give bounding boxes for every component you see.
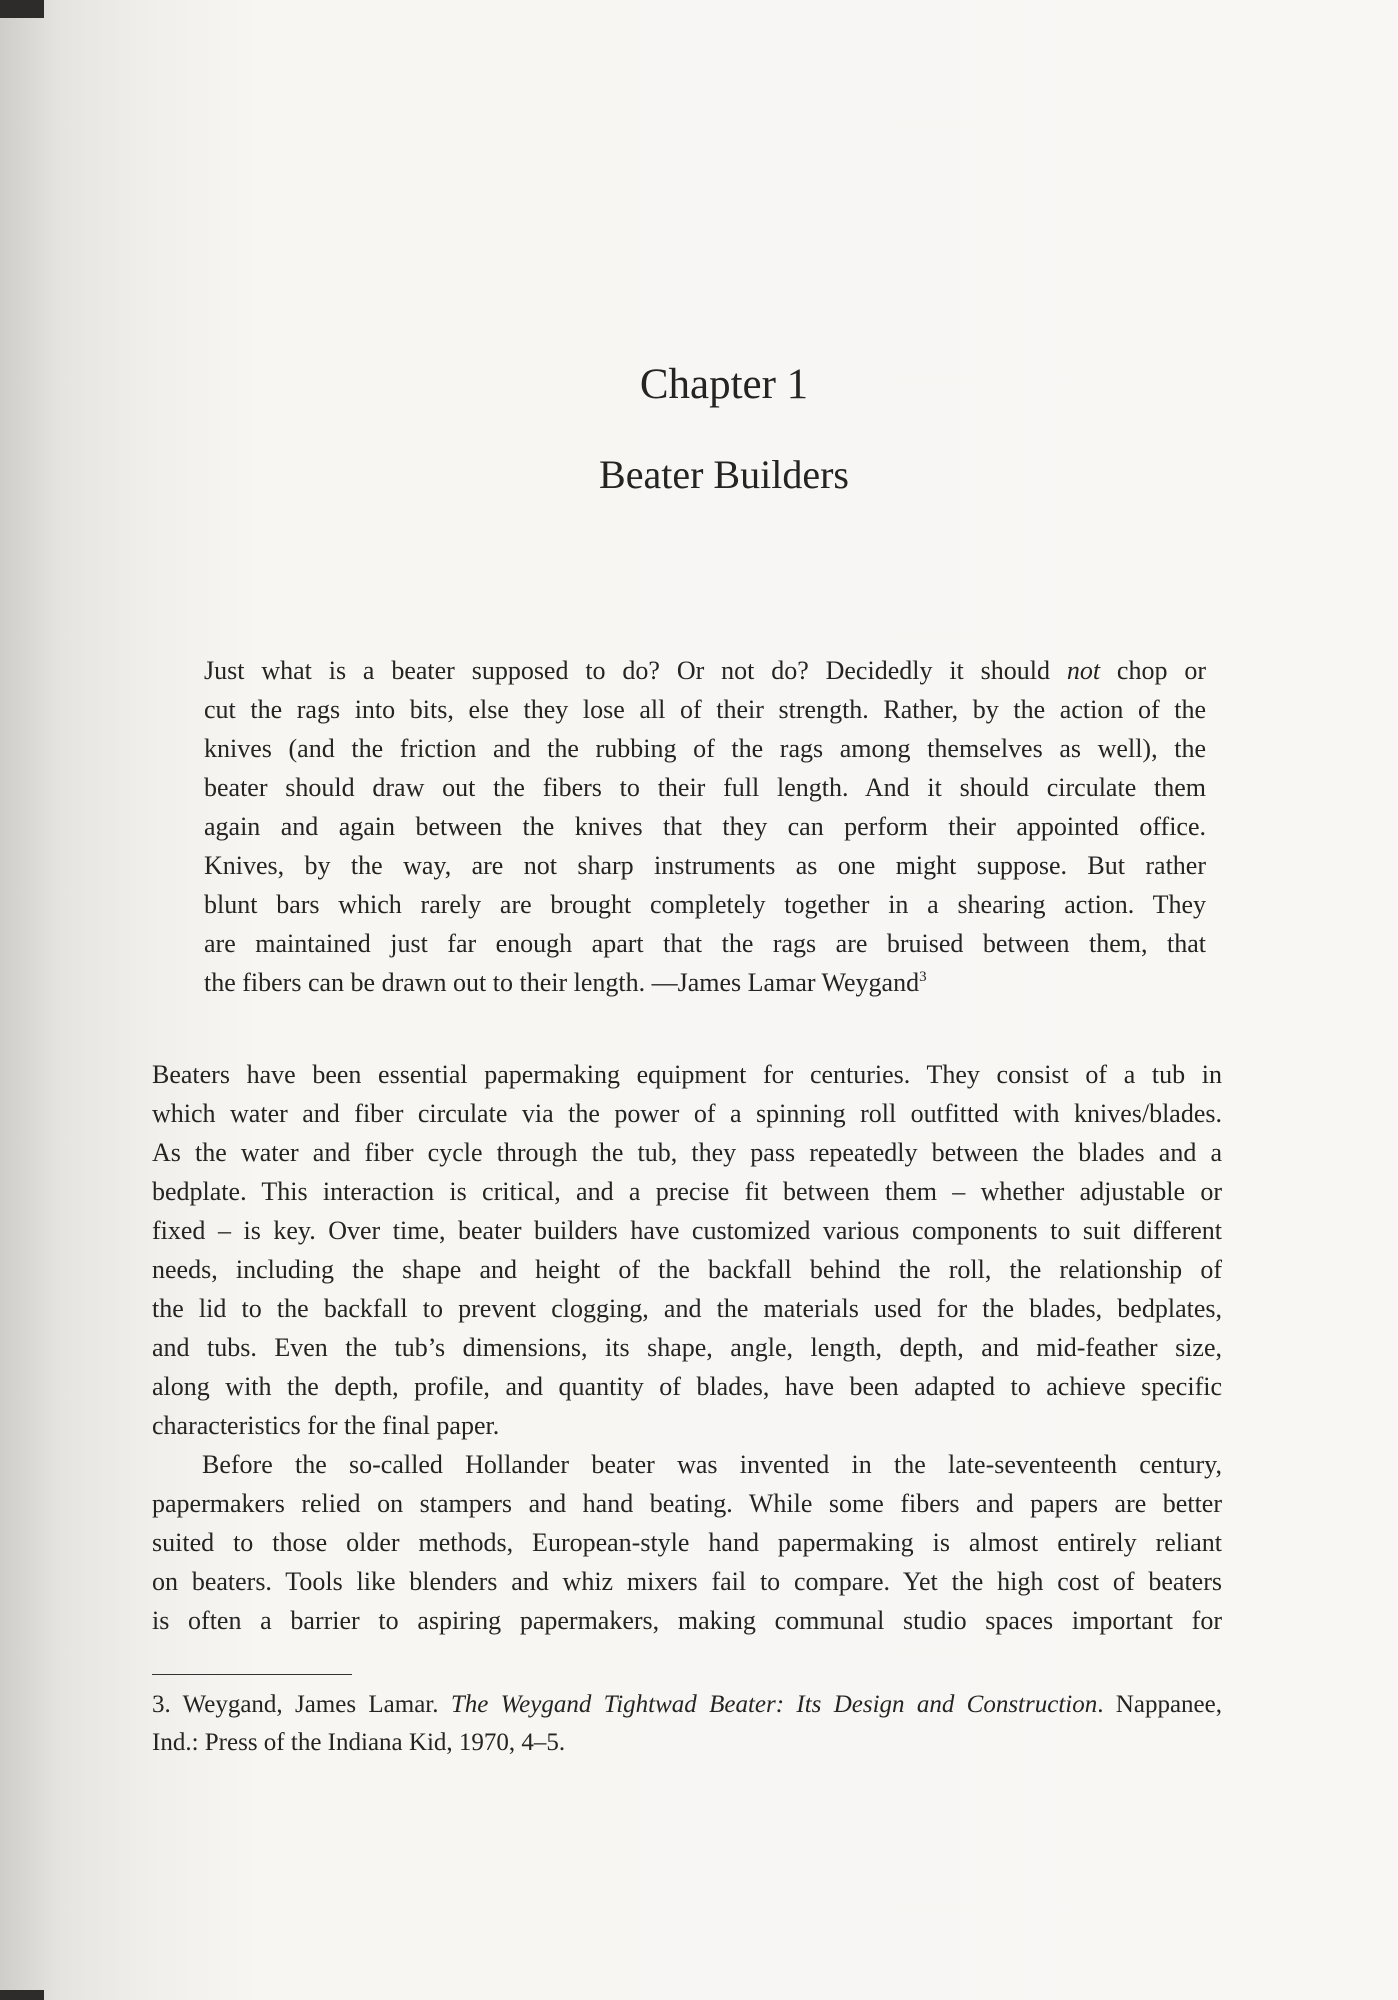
scan-edge-top	[0, 0, 44, 18]
paragraph-line: is often a barrier to aspiring papermakers, making communal studio spaces important for	[152, 1606, 1222, 1635]
epigraph	[204, 651, 1206, 1002]
paragraph-line: and tubs. Even the tub’s dimensions, its shape, angle, length, depth, and mid-feather size,	[152, 1333, 1222, 1362]
paragraph-2	[152, 1445, 1222, 1640]
chapter-number	[0, 355, 1398, 415]
paragraph-line: needs, including the shape and height of the backfall behind the roll, the relationship of	[152, 1255, 1222, 1284]
paragraph-line: on beaters. Tools like blenders and whiz mixers fail to compare. Yet the high cost of beaters	[152, 1567, 1222, 1596]
paragraph-line: Before the so-called Hollander beater was invented in the late-seventeenth century,	[202, 1450, 1222, 1479]
epigraph-line: knives (and the friction and the rubbing of the rags among themselves as well), the	[204, 734, 1206, 763]
paragraph-line: fixed – is key. Over time, beater builders have customized various components to suit different	[152, 1216, 1222, 1245]
epigraph-line: Just what is a beater supposed to do? Or not do? Decidedly it should not chop or	[204, 656, 1206, 685]
paragraph-line: Beaters have been essential papermaking equipment for centuries. They consist of a tub in	[152, 1060, 1222, 1089]
paragraph-line: characteristics for the final paper.	[152, 1411, 500, 1440]
footnotes	[152, 1686, 1222, 1762]
paragraph-line: suited to those older methods, European-style hand papermaking is almost entirely reliant	[152, 1528, 1222, 1557]
epigraph-line: are maintained just far enough apart that the rags are bruised between them, that	[204, 929, 1206, 958]
footnote-author: Weygand, James Lamar.	[182, 1691, 451, 1718]
chapter-title-text: Beater Builders	[599, 452, 849, 497]
chapter-number-text: Chapter 1	[639, 361, 809, 408]
epigraph-line: Knives, by the way, are not sharp instruments as one might suppose. But rather	[204, 851, 1206, 880]
paragraph-line: bedplate. This interaction is critical, and a precise fit between them – whether adjustable or	[152, 1177, 1222, 1206]
epigraph-line: beater should draw out the fibers to their full length. And it should circulate them	[204, 773, 1206, 802]
paragraph-line: which water and fiber circulate via the power of a spinning roll outfitted with knives/blades.	[152, 1099, 1222, 1128]
paragraph-line: along with the depth, profile, and quantity of blades, have been adapted to achieve specific	[152, 1372, 1222, 1401]
epigraph-line: blunt bars which rarely are brought completely together in a shearing action. They	[204, 890, 1206, 919]
paragraph-line: papermakers relied on stampers and hand beating. While some fibers and papers are better	[152, 1489, 1222, 1518]
epigraph-line: cut the rags into bits, else they lose all of their strength. Rather, by the action of the	[204, 695, 1206, 724]
emphasis-not: not	[1066, 656, 1101, 685]
body-text	[152, 1055, 1222, 1640]
footnote-number: 3.	[152, 1691, 183, 1718]
epigraph-attribution-line: the fibers can be drawn out to their length. —James Lamar Weygand$^3$	[204, 968, 927, 997]
epigraph-line: again and again between the knives that they can perform their appointed office.	[204, 812, 1206, 841]
paragraph-line: As the water and fiber cycle through the tub, they pass repeatedly between the blades and a	[152, 1138, 1222, 1167]
footnote-reference[interactable]: 3	[919, 969, 927, 985]
scan-edge-bottom	[0, 1990, 44, 2000]
footnote-line: Ind.: Press of the Indiana Kid, 1970, 4–5.	[152, 1729, 566, 1756]
footnote-title: The Weygand Tightwad Beater: Its Design and Construction	[450, 1691, 1098, 1718]
paragraph-1	[152, 1055, 1222, 1445]
footnote-divider	[152, 1674, 352, 1675]
chapter-title	[0, 445, 1398, 505]
footnote-line: 3. Weygand, James Lamar. The Weygand Tightwad Beater: Its Design and Construction. Nappanee,	[152, 1691, 1222, 1718]
paragraph-line: the lid to the backfall to prevent clogging, and the materials used for the blades, bedplates,	[152, 1294, 1222, 1323]
